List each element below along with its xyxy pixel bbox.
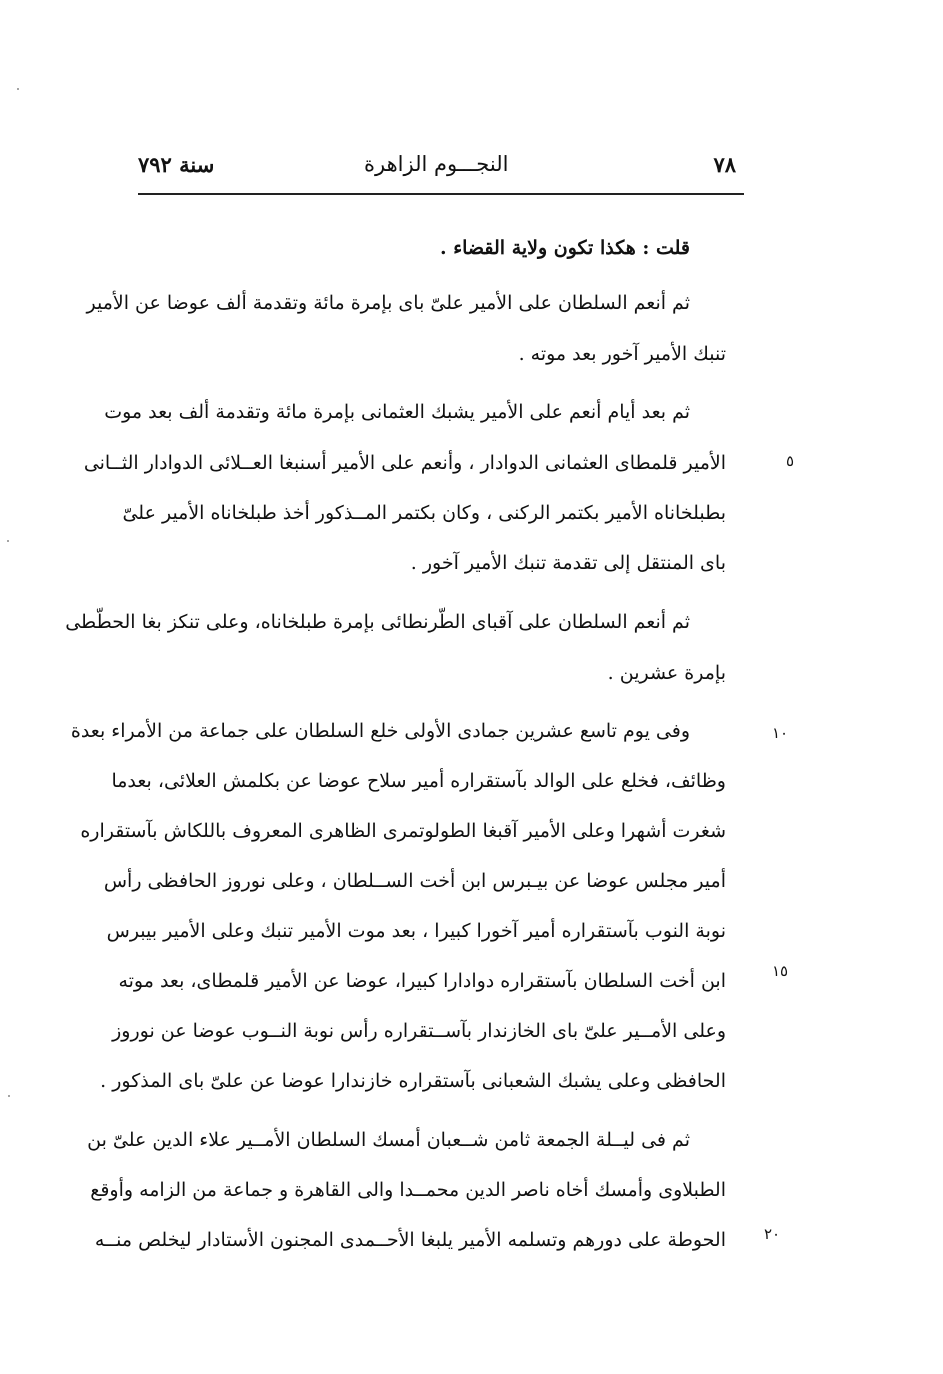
text-line: شغرت أشهرا وعلى الأمير آقبغا الطولوتمرى الظاهرى المعروف باللكاش بآستقراره — [80, 820, 726, 842]
margin-line-number: ٥ — [786, 452, 795, 470]
text-line: وعلى الأمــير علىّ باى الخازندار بآســتقراره رأس نوبة النــوب عوضا عن نوروز — [112, 1020, 726, 1042]
text-line: أمير مجلس عوضا عن بيـبرس ابن أخت الســلطان ، وعلى نوروز الحافظى رأس — [103, 870, 726, 892]
scan-speck — [7, 540, 9, 542]
running-header — [138, 150, 744, 190]
text-line: تنبك الأمير آخور بعد موته . — [518, 343, 726, 365]
text-line: الحافظى وعلى يشبك الشعبانى بآستقراره خازندارا عوضا عن علىّ باى المذكور . — [100, 1070, 726, 1092]
text-line: ثم أنعم السلطان على الأمير علىّ باى بإمرة مائة وتقدمة ألف عوضا عن الأمير — [86, 292, 690, 314]
text-line: الأمير قلمطاى العثمانى الدوادار ، وأنعم على الأمير أسنبغا العــلائى الدوادار الثــانى — [83, 452, 726, 474]
header-year: سنة ٧٩٢ — [138, 152, 215, 177]
text-line: ابن أخت السلطان بآستقراره دوادارا كبيرا، عوضا عن الأمير قلمطاى، بعد موته — [118, 970, 726, 992]
text-line: ثم بعد أيام أنعم على الأمير يشبك العثمانى بإمرة مائة وتقدمة ألف بعد موت — [104, 401, 690, 423]
text-line: قلت : هكذا تكون ولاية القضاء . — [439, 237, 690, 259]
header-book-title: النجـــوم الزاهرة — [364, 152, 509, 176]
text-line: وظائف، فخلع على الوالد بآستقراره أمير سلاح عوضا عن بكلمش العلائى، بعدما — [111, 770, 726, 792]
header-rule — [138, 193, 744, 195]
text-line: ثم فى ليــلة الجمعة ثامن شــعبان أمسك السلطان الأمــير علاء الدين علىّ بن — [87, 1129, 690, 1151]
text-line: ثم أنعم السلطان على آقباى الطّرنطائى بإمرة طبلخاناه، وعلى تنكز بغا الحطّطى — [65, 611, 690, 633]
header-page-number: ٧٨ — [713, 152, 736, 177]
margin-line-number: ١٥ — [772, 962, 789, 980]
text-line: وفى يوم تاسع عشرين جمادى الأولى خلع السلطان على جماعة من الأمراء بعدة — [70, 720, 690, 742]
text-line: بإمرة عشرين . — [607, 662, 726, 684]
margin-line-number: ١٠ — [772, 724, 789, 742]
scan-speck — [17, 88, 19, 90]
text-line: باى المنتقل إلى تقدمة تنبك الأمير آخور . — [410, 552, 726, 574]
text-line: الطبلاوى وأمسك أخاه ناصر الدين محمــدا والى القاهرة و جماعة من الزامه وأوقع — [90, 1179, 726, 1201]
scan-speck — [8, 1095, 10, 1097]
text-line: الحوطة على دورهم وتسلمه الأمير يلبغا الأحــمدى المجنون الأستادار ليخلص منــه — [94, 1229, 726, 1251]
text-line: نوبة النوب بآستقراره أمير آخورا كبيرا ، بعد موت الأمير تنبك وعلى الأمير بيبرس — [106, 920, 726, 942]
margin-line-number: ٢٠ — [764, 1225, 781, 1243]
text-line: بطبلخاناه الأمير بكتمر الركنى ، وكان بكتمر المــذكور أخذ طبلخاناه الأمير علىّ — [122, 502, 726, 524]
